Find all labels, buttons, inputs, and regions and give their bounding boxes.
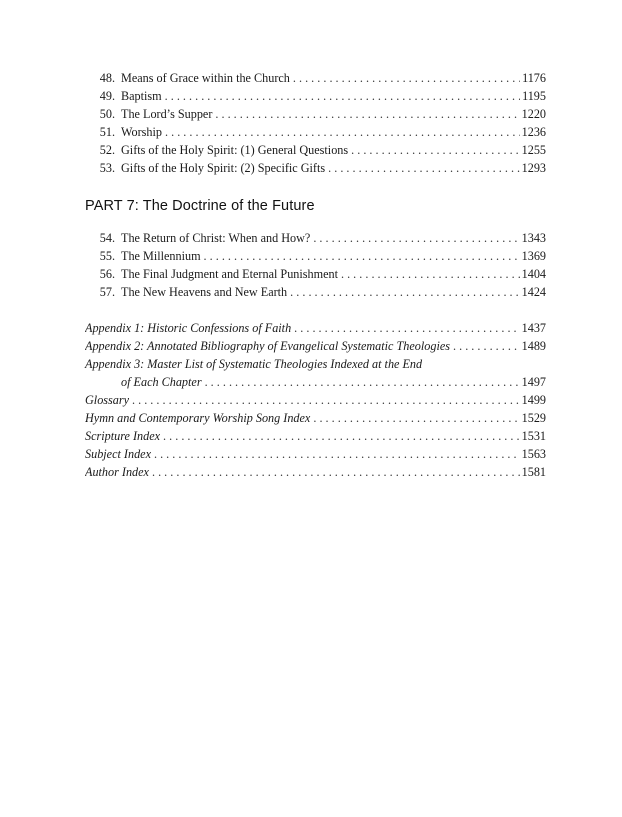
dot-leader <box>294 319 519 337</box>
dot-leader <box>205 373 520 391</box>
appendix-title: Appendix 2: Annotated Bibliography of Evangelical Systematic Theologies <box>85 339 450 353</box>
dot-leader <box>165 123 520 141</box>
appendix-title-continued: of Each Chapter <box>121 375 202 389</box>
toc-entry-55[interactable] <box>85 247 546 265</box>
page-number: 1369 <box>521 249 546 263</box>
toc-entry-53[interactable] <box>85 159 546 177</box>
toc-entry-56[interactable] <box>85 265 546 283</box>
page-number: 1220 <box>521 107 546 121</box>
dot-leader <box>163 427 520 445</box>
chapter-title: The New Heavens and New Earth <box>121 285 288 299</box>
dot-leader <box>328 159 520 177</box>
chapter-number: 49. <box>99 89 115 103</box>
page-number: 1176 <box>522 71 546 85</box>
page-number: 1563 <box>521 447 546 461</box>
toc-entry-57[interactable] <box>85 283 546 301</box>
dot-leader <box>313 229 519 247</box>
toc-entry-glossary[interactable] <box>85 391 546 409</box>
page-number: 1497 <box>521 375 546 389</box>
toc-entry-49[interactable] <box>85 87 546 105</box>
chapter-title: Worship <box>121 125 162 139</box>
chapter-number: 56. <box>99 267 115 281</box>
glossary-title: Glossary <box>85 393 130 407</box>
dot-leader <box>290 283 519 301</box>
page-number: 1529 <box>521 411 546 425</box>
appendix-3-title-line-1[interactable]: Appendix 3: Master List of Systematic Theologies Indexed at the End <box>85 357 423 371</box>
dot-leader <box>215 105 519 123</box>
dot-leader <box>453 337 520 355</box>
chapter-title: The Lord’s Supper <box>121 107 213 121</box>
chapter-title: The Final Judgment and Eternal Punishment <box>121 267 338 281</box>
chapter-number: 55. <box>99 249 115 263</box>
dot-leader <box>341 265 520 283</box>
chapter-title: Baptism <box>121 89 162 103</box>
toc-entry-scripture-index[interactable] <box>85 427 546 445</box>
dot-leader <box>165 87 520 105</box>
chapter-number: 52. <box>99 143 115 157</box>
dot-leader <box>204 247 520 265</box>
toc-entry-appendix-2[interactable] <box>85 337 546 355</box>
chapter-number: 53. <box>99 161 115 175</box>
chapter-number: 51. <box>99 125 115 139</box>
page-number: 1499 <box>521 393 546 407</box>
toc-entry-appendix-1[interactable] <box>85 319 546 337</box>
page-number: 1236 <box>521 125 546 139</box>
toc-entry-48[interactable] <box>85 69 546 87</box>
chapter-title: The Millennium <box>121 249 201 263</box>
toc-entry-54[interactable] <box>85 229 546 247</box>
toc-entry-50[interactable] <box>85 105 546 123</box>
toc-entry-51[interactable] <box>85 123 546 141</box>
chapter-title: Means of Grace within the Church <box>121 71 290 85</box>
toc-entry-appendix-3[interactable] <box>121 373 546 391</box>
toc-entry-hymn-index[interactable] <box>85 409 546 427</box>
page-number: 1489 <box>521 339 546 353</box>
dot-leader <box>152 463 520 481</box>
chapter-title: The Return of Christ: When and How? <box>121 231 311 245</box>
page-number: 1343 <box>521 231 546 245</box>
author-index-title: Author Index <box>85 465 149 479</box>
dot-leader <box>313 409 519 427</box>
chapter-title: Gifts of the Holy Spirit: (2) Specific Gifts <box>121 161 326 175</box>
subject-index-title: Subject Index <box>85 447 151 461</box>
hymn-index-title: Hymn and Contemporary Worship Song Index <box>85 411 311 425</box>
chapter-number: 48. <box>99 71 115 85</box>
chapter-number: 50. <box>99 107 115 121</box>
scripture-index-title: Scripture Index <box>85 429 161 443</box>
chapter-title: Gifts of the Holy Spirit: (1) General Questions <box>121 143 349 157</box>
toc-entry-52[interactable] <box>85 141 546 159</box>
chapter-number: 57. <box>99 285 115 299</box>
appendix-title: Appendix 1: Historic Confessions of Faith <box>85 321 292 335</box>
dot-leader <box>154 445 520 463</box>
toc-entry-subject-index[interactable] <box>85 445 546 463</box>
chapter-number: 54. <box>99 231 115 245</box>
page-number: 1404 <box>521 267 546 281</box>
dot-leader <box>351 141 520 159</box>
page-number: 1293 <box>521 161 546 175</box>
page-number: 1531 <box>521 429 546 443</box>
dot-leader <box>293 69 520 87</box>
page-number: 1195 <box>522 89 546 103</box>
part-heading: PART 7: The Doctrine of the Future <box>85 198 315 214</box>
dot-leader <box>132 391 520 409</box>
page-number: 1437 <box>521 321 546 335</box>
page-number: 1424 <box>521 285 546 299</box>
page-number: 1255 <box>521 143 546 157</box>
page-number: 1581 <box>521 465 546 479</box>
toc-entry-author-index[interactable] <box>85 463 546 481</box>
